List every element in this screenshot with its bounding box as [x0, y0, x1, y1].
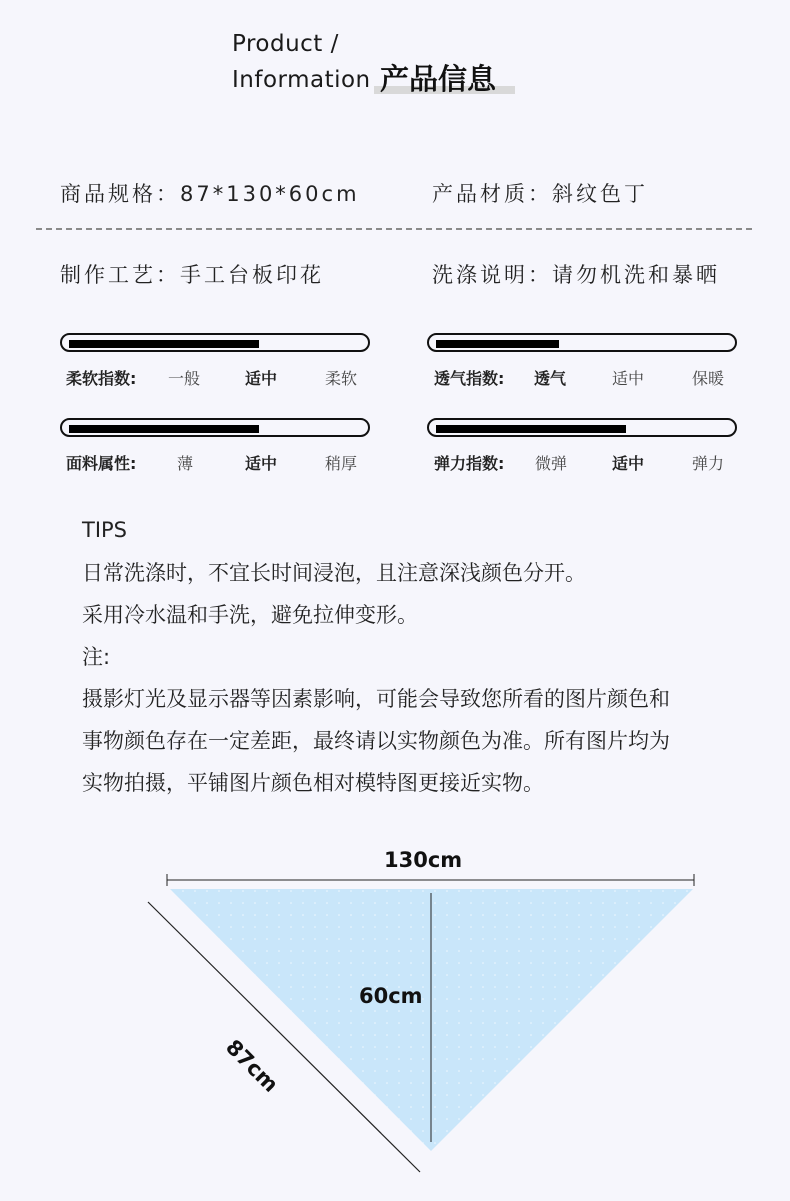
spec-washing: 洗涤说明：请勿机洗和暴晒: [432, 263, 720, 287]
softness-level-1: 一般: [168, 369, 201, 388]
spec-craft: 制作工艺：手工台板印花: [60, 263, 324, 287]
spec-size: 商品规格：87*130*60cm: [60, 182, 360, 206]
tips-line-1: 日常洗涤时，不宜长时间浸泡，且注意深浅颜色分开。: [82, 561, 586, 585]
breathability-bar-fill: [436, 340, 559, 348]
width-label: 130cm: [384, 848, 463, 872]
breathability-level-3: 保暖: [692, 369, 725, 388]
thickness-label: 面料属性:: [66, 454, 137, 473]
tips-line-2: 采用冷水温和手洗，避免拉伸变形。: [82, 603, 418, 627]
size-diagram: [0, 840, 790, 1201]
breathability-level-1: 透气: [534, 369, 567, 388]
tips-line-4: 摄影灯光及显示器等因素影响，可能会导致您所看的图片颜色和: [82, 687, 670, 711]
tips-line-5: 事物颜色存在一定差距，最终请以实物颜色为准。所有图片均为: [82, 729, 670, 753]
softness-level-2: 适中: [245, 369, 278, 388]
tips-line-6: 实物拍摄，平铺图片颜色相对模特图更接近实物。: [82, 771, 544, 795]
breathability-label: 透气指数:: [434, 369, 505, 388]
softness-label: 柔软指数:: [66, 369, 137, 388]
thickness-level-3: 稍厚: [325, 454, 358, 473]
elasticity-bar-fill: [436, 425, 626, 433]
side-label: 87cm: [221, 1035, 283, 1097]
tips-note-label: 注:: [82, 645, 111, 669]
header-en-line2: Information: [232, 67, 371, 93]
elasticity-level-1: 微弹: [535, 454, 568, 473]
height-label: 60cm: [359, 984, 423, 1008]
thickness-level-2: 适中: [245, 454, 278, 473]
thickness-level-1: 薄: [177, 454, 194, 473]
spec-material: 产品材质：斜纹色丁: [432, 182, 648, 206]
page-title: 产品信息: [380, 62, 497, 96]
softness-bar: [60, 333, 370, 352]
thickness-bar: [60, 418, 370, 437]
breathability-level-2: 适中: [612, 369, 645, 388]
breathability-bar: [427, 333, 737, 352]
elasticity-level-2: 适中: [612, 454, 645, 473]
elasticity-bar: [427, 418, 737, 437]
softness-level-3: 柔软: [325, 369, 358, 388]
header-en-line1: Product /: [232, 31, 339, 57]
elasticity-label: 弹力指数:: [434, 454, 505, 473]
thickness-bar-fill: [69, 425, 259, 433]
softness-bar-fill: [69, 340, 259, 348]
elasticity-level-3: 弹力: [692, 454, 725, 473]
tips-heading: TIPS: [82, 518, 128, 542]
dashed-divider: [36, 228, 752, 230]
